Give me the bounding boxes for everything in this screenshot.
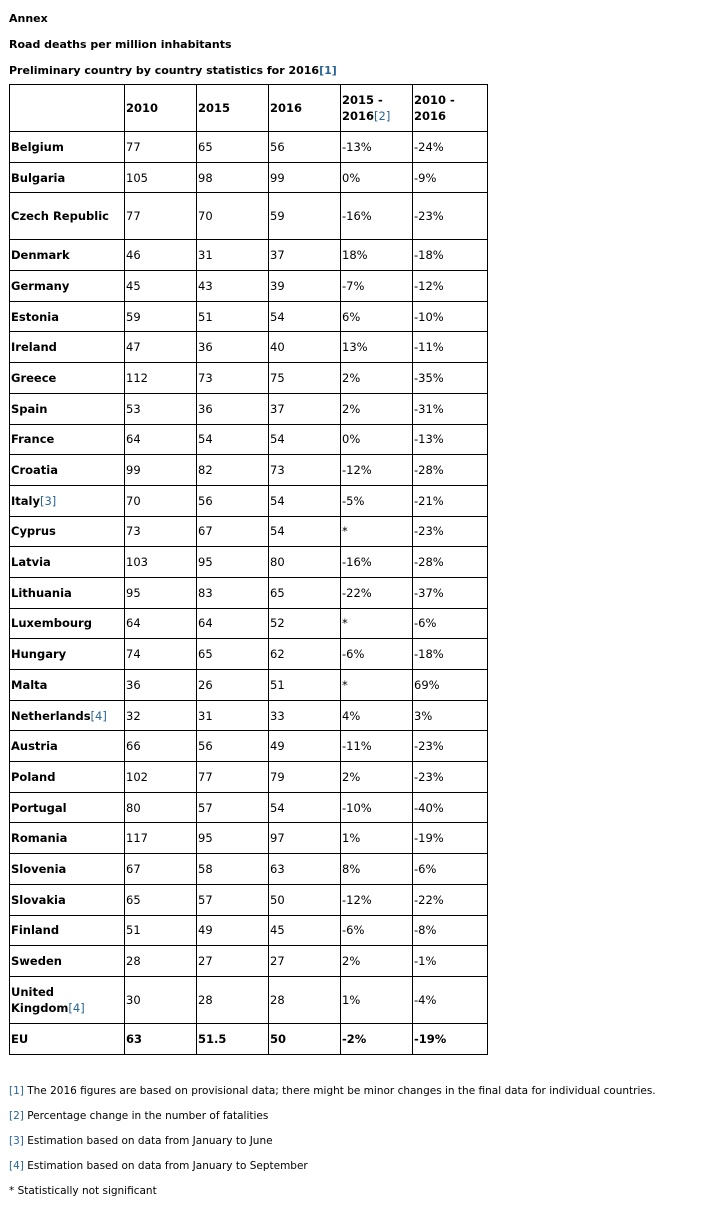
table-row (10, 915, 488, 946)
table-row (10, 976, 488, 1023)
change-2010-2016: -6% (413, 608, 488, 639)
country-name: Bulgaria (11, 170, 66, 185)
country-cell (10, 132, 125, 163)
table-row (10, 485, 488, 516)
country-cell (10, 608, 125, 639)
country-cell (10, 162, 125, 193)
value-2010: 47 (125, 332, 197, 363)
footnote-text: Estimation based on data from January to June (27, 1134, 273, 1147)
table-row (10, 132, 488, 163)
table-row (10, 608, 488, 639)
value-2016: 54 (269, 792, 341, 823)
table-row (10, 271, 488, 302)
change-2015-2016: -6% (341, 639, 413, 670)
footnote-link[interactable]: [4] (68, 1000, 85, 1015)
value-2015: 95 (197, 823, 269, 854)
country-name: Spain (11, 401, 48, 416)
country-cell (10, 670, 125, 701)
footnote-text: Statistically not significant (17, 1184, 157, 1197)
change-2015-2016: 0% (341, 162, 413, 193)
country-name: Ireland (11, 340, 57, 355)
header-change-2015-2016 (341, 85, 413, 132)
value-2010: 74 (125, 639, 197, 670)
table-row (10, 792, 488, 823)
table-row (10, 577, 488, 608)
value-2015: 56 (197, 485, 269, 516)
country-name: Croatia (11, 463, 58, 478)
country-name: Lithuania (11, 585, 72, 600)
value-2015: 67 (197, 516, 269, 547)
change-2010-2016: -12% (413, 271, 488, 302)
change-2015-2016: 0% (341, 424, 413, 455)
value-2016: 27 (269, 946, 341, 977)
country-cell (10, 516, 125, 547)
change-2010-2016: -37% (413, 577, 488, 608)
value-2010: 117 (125, 823, 197, 854)
footnote-item (9, 1135, 728, 1160)
value-2010: 66 (125, 731, 197, 762)
table-row (10, 731, 488, 762)
footnote-marker: * (9, 1184, 15, 1197)
country-cell (10, 424, 125, 455)
change-2010-2016: -21% (413, 485, 488, 516)
change-2010-2016: -9% (413, 162, 488, 193)
value-2016: 63 (269, 854, 341, 885)
footnote-link[interactable]: [3] (39, 493, 57, 508)
country-name: Slovakia (11, 892, 66, 907)
change-2010-2016: -23% (413, 762, 488, 793)
country-name: France (11, 432, 55, 447)
change-2010-2016: -4% (413, 976, 488, 1023)
value-2010: 112 (125, 363, 197, 394)
table-row (10, 946, 488, 977)
value-2010: 102 (125, 762, 197, 793)
value-2016: 51 (269, 670, 341, 701)
country-name: Italy (11, 493, 40, 508)
table-row (10, 393, 488, 424)
country-name: Greece (11, 370, 57, 385)
change-2010-2016: -40% (413, 792, 488, 823)
change-2015-2016: -6% (341, 915, 413, 946)
country-cell (10, 639, 125, 670)
value-2010: 99 (125, 455, 197, 486)
country-name: Estonia (11, 309, 59, 324)
footnote-item (9, 1085, 728, 1110)
footnote-link[interactable]: [4] (90, 708, 107, 723)
country-name: Sweden (11, 954, 62, 969)
value-2016: 33 (269, 700, 341, 731)
change-2010-2016: -23% (413, 516, 488, 547)
change-2015-2016: 6% (341, 301, 413, 332)
footnote-text: Estimation based on data from January to September (27, 1159, 308, 1172)
change-2015-2016: -5% (341, 485, 413, 516)
value-2015: 49 (197, 915, 269, 946)
country-cell (10, 240, 125, 271)
change-2015-2016: 2% (341, 363, 413, 394)
value-2010: 53 (125, 393, 197, 424)
table-row (10, 547, 488, 578)
footnote-item (9, 1160, 728, 1185)
value-2015: 57 (197, 884, 269, 915)
country-cell (10, 393, 125, 424)
country-cell (10, 762, 125, 793)
country-name: Poland (11, 769, 56, 784)
total-2015: 51.5 (197, 1023, 269, 1054)
country-name: Hungary (11, 647, 67, 662)
value-2015: 56 (197, 731, 269, 762)
value-2016: 97 (269, 823, 341, 854)
change-2010-2016: 69% (413, 670, 488, 701)
country-cell (10, 193, 125, 240)
table-header-row (10, 85, 488, 132)
change-2010-2016: -18% (413, 639, 488, 670)
change-2015-2016: 8% (341, 854, 413, 885)
value-2016: 54 (269, 516, 341, 547)
change-2010-2016: -8% (413, 915, 488, 946)
value-2010: 77 (125, 132, 197, 163)
value-2016: 37 (269, 240, 341, 271)
change-2010-2016: -6% (413, 854, 488, 885)
footnote-marker[interactable]: [2] (9, 1109, 24, 1122)
table-row (10, 162, 488, 193)
table-row (10, 332, 488, 363)
value-2016: 62 (269, 639, 341, 670)
footnote-link-2[interactable]: [2] (374, 109, 391, 123)
value-2016: 75 (269, 363, 341, 394)
country-name: Finland (11, 923, 60, 938)
change-2015-2016: -10% (341, 792, 413, 823)
change-2015-2016: -22% (341, 577, 413, 608)
footnote-marker[interactable]: [3] (9, 1134, 24, 1147)
road-deaths-table (9, 84, 488, 1055)
footnote-item (9, 1110, 728, 1135)
value-2016: 79 (269, 762, 341, 793)
change-2015-2016: 1% (341, 823, 413, 854)
change-2015-2016: -12% (341, 884, 413, 915)
value-2015: 51 (197, 301, 269, 332)
value-2016: 37 (269, 393, 341, 424)
table-row (10, 193, 488, 240)
change-2010-2016: -31% (413, 393, 488, 424)
total-country: EU (10, 1023, 125, 1054)
change-2010-2016: -28% (413, 547, 488, 578)
change-2015-2016: 2% (341, 393, 413, 424)
change-2010-2016: -35% (413, 363, 488, 394)
country-name: Germany (11, 278, 70, 293)
value-2015: 65 (197, 639, 269, 670)
value-2015: 70 (197, 193, 269, 240)
change-2010-2016: -24% (413, 132, 488, 163)
change-2015-2016: -7% (341, 271, 413, 302)
country-name: Netherlands (11, 708, 91, 723)
value-2010: 65 (125, 884, 197, 915)
country-name: Romania (11, 831, 68, 846)
change-2015-2016: -16% (341, 193, 413, 240)
change-2010-2016: -28% (413, 455, 488, 486)
country-cell (10, 700, 125, 731)
value-2016: 80 (269, 547, 341, 578)
header-change-2015-2016-label: 2015 - 2016 (342, 93, 383, 123)
country-cell (10, 884, 125, 915)
country-cell (10, 485, 125, 516)
change-2010-2016: -13% (413, 424, 488, 455)
change-2010-2016: -18% (413, 240, 488, 271)
value-2016: 49 (269, 731, 341, 762)
country-cell (10, 332, 125, 363)
change-2010-2016: 3% (413, 700, 488, 731)
country-name: Denmark (11, 248, 70, 263)
value-2010: 95 (125, 577, 197, 608)
value-2016: 54 (269, 301, 341, 332)
annex-label: Annex (9, 12, 48, 25)
value-2015: 27 (197, 946, 269, 977)
value-2016: 52 (269, 608, 341, 639)
table-row (10, 301, 488, 332)
value-2010: 80 (125, 792, 197, 823)
country-cell (10, 946, 125, 977)
value-2015: 73 (197, 363, 269, 394)
value-2010: 32 (125, 700, 197, 731)
header-change-2010-2016: 2010 - 2016 (413, 85, 488, 132)
country-name: United Kingdom (11, 984, 69, 1015)
value-2010: 51 (125, 915, 197, 946)
value-2015: 58 (197, 854, 269, 885)
table-row (10, 762, 488, 793)
header-country (10, 85, 125, 132)
total-2010: 63 (125, 1023, 197, 1054)
country-name: Belgium (11, 139, 64, 154)
value-2016: 45 (269, 915, 341, 946)
country-name: Malta (11, 677, 48, 692)
change-2015-2016: * (341, 608, 413, 639)
country-name: Austria (11, 739, 58, 754)
value-2015: 65 (197, 132, 269, 163)
change-2015-2016: -16% (341, 547, 413, 578)
value-2016: 39 (269, 271, 341, 302)
value-2010: 105 (125, 162, 197, 193)
country-name: Luxembourg (11, 616, 92, 631)
table-row (10, 639, 488, 670)
table-row-eu-total (10, 1023, 488, 1054)
table-subtitle-text: Preliminary country by country statistics for 2016 (9, 64, 320, 77)
change-2015-2016: 2% (341, 946, 413, 977)
change-2015-2016: 18% (341, 240, 413, 271)
change-2015-2016: * (341, 516, 413, 547)
table-row (10, 884, 488, 915)
value-2010: 73 (125, 516, 197, 547)
value-2015: 26 (197, 670, 269, 701)
country-name: Portugal (11, 800, 67, 815)
footnote-text: Percentage change in the number of fatalities (27, 1109, 269, 1122)
footnote-text: The 2016 figures are based on provisional data; there might be minor changes in the final data for individual countries. (27, 1084, 656, 1097)
change-2010-2016: -10% (413, 301, 488, 332)
value-2010: 67 (125, 854, 197, 885)
table-row (10, 363, 488, 394)
value-2015: 82 (197, 455, 269, 486)
value-2015: 36 (197, 332, 269, 363)
value-2016: 54 (269, 424, 341, 455)
country-cell (10, 823, 125, 854)
change-2015-2016: -12% (341, 455, 413, 486)
table-subtitle (9, 64, 728, 84)
value-2010: 30 (125, 976, 197, 1023)
country-name: Latvia (11, 555, 51, 570)
country-cell (10, 854, 125, 885)
value-2010: 77 (125, 193, 197, 240)
value-2016: 59 (269, 193, 341, 240)
country-cell (10, 455, 125, 486)
change-2010-2016: -1% (413, 946, 488, 977)
country-cell (10, 547, 125, 578)
table-row (10, 670, 488, 701)
country-cell (10, 976, 125, 1023)
value-2010: 36 (125, 670, 197, 701)
total-change-2015-2016: -2% (341, 1023, 413, 1054)
change-2015-2016: -11% (341, 731, 413, 762)
value-2015: 83 (197, 577, 269, 608)
change-2015-2016: 1% (341, 976, 413, 1023)
country-cell (10, 792, 125, 823)
country-cell (10, 915, 125, 946)
value-2015: 64 (197, 608, 269, 639)
value-2016: 40 (269, 332, 341, 363)
footnote-marker[interactable]: [4] (9, 1159, 24, 1172)
table-row (10, 240, 488, 271)
country-cell (10, 271, 125, 302)
value-2016: 73 (269, 455, 341, 486)
header-2015: 2015 (197, 85, 269, 132)
change-2010-2016: -11% (413, 332, 488, 363)
value-2016: 65 (269, 577, 341, 608)
total-change-2010-2016: -19% (413, 1023, 488, 1054)
footnotes (9, 1085, 728, 1210)
table-row (10, 455, 488, 486)
value-2016: 54 (269, 485, 341, 516)
footnote-link-1[interactable]: [1] (319, 64, 337, 77)
change-2010-2016: -23% (413, 731, 488, 762)
country-cell (10, 363, 125, 394)
country-cell (10, 577, 125, 608)
value-2016: 28 (269, 976, 341, 1023)
value-2015: 98 (197, 162, 269, 193)
value-2010: 64 (125, 608, 197, 639)
value-2010: 45 (125, 271, 197, 302)
value-2016: 99 (269, 162, 341, 193)
change-2015-2016: 4% (341, 700, 413, 731)
value-2010: 64 (125, 424, 197, 455)
total-2016: 50 (269, 1023, 341, 1054)
table-row (10, 424, 488, 455)
value-2015: 43 (197, 271, 269, 302)
value-2010: 103 (125, 547, 197, 578)
footnote-marker[interactable]: [1] (9, 1084, 24, 1097)
table-row (10, 516, 488, 547)
change-2015-2016: 13% (341, 332, 413, 363)
value-2015: 57 (197, 792, 269, 823)
value-2010: 59 (125, 301, 197, 332)
country-name: Cyprus (11, 524, 56, 539)
value-2015: 77 (197, 762, 269, 793)
value-2010: 28 (125, 946, 197, 977)
value-2015: 28 (197, 976, 269, 1023)
value-2016: 50 (269, 884, 341, 915)
table-row (10, 700, 488, 731)
value-2010: 70 (125, 485, 197, 516)
value-2015: 31 (197, 700, 269, 731)
change-2010-2016: -19% (413, 823, 488, 854)
change-2015-2016: -13% (341, 132, 413, 163)
change-2015-2016: * (341, 670, 413, 701)
table-body (10, 132, 488, 1055)
value-2015: 36 (197, 393, 269, 424)
value-2010: 46 (125, 240, 197, 271)
country-name: Slovenia (11, 861, 67, 876)
table-row (10, 854, 488, 885)
table-row (10, 823, 488, 854)
country-cell (10, 301, 125, 332)
value-2015: 54 (197, 424, 269, 455)
change-2010-2016: -23% (413, 193, 488, 240)
change-2015-2016: 2% (341, 762, 413, 793)
value-2015: 31 (197, 240, 269, 271)
header-2010: 2010 (125, 85, 197, 132)
header-2016: 2016 (269, 85, 341, 132)
footnote-item (9, 1185, 728, 1210)
change-2010-2016: -22% (413, 884, 488, 915)
country-name: Czech Republic (11, 209, 109, 224)
value-2016: 56 (269, 132, 341, 163)
country-cell (10, 731, 125, 762)
value-2015: 95 (197, 547, 269, 578)
page-title: Road deaths per million inhabitants (9, 38, 232, 51)
